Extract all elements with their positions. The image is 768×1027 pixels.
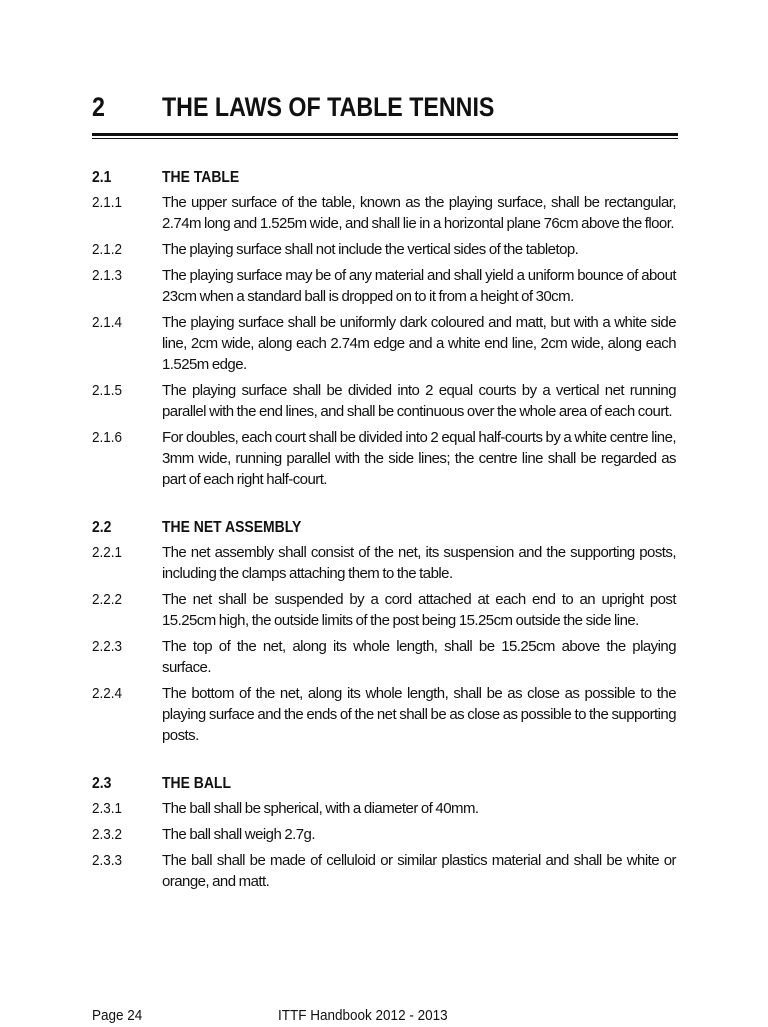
- section-heading: [92, 166, 676, 192]
- chapter-number: 2: [92, 92, 105, 122]
- chapter-header: [92, 92, 678, 128]
- section-heading: [92, 516, 676, 542]
- rule-text: The bottom of the net, along its whole length, shall be as close as possible to the playing surface and the ends of the net shall be as close as possible to the supporting posts.: [162, 685, 676, 744]
- page-number: Page 24: [92, 1007, 143, 1024]
- rule-item: [92, 312, 676, 375]
- rule-item: [92, 683, 676, 746]
- footer-title: ITTF Handbook 2012 - 2013: [278, 1007, 448, 1024]
- rule-number: 2.2.4: [92, 685, 123, 702]
- section-number: 2.2: [92, 519, 112, 536]
- rule-number: 2.1.2: [92, 241, 123, 258]
- rule-item: [92, 427, 676, 490]
- rule-item: [92, 589, 676, 631]
- rule-number: 2.3.1: [92, 800, 123, 817]
- section-title: THE NET ASSEMBLY: [162, 519, 302, 536]
- chapter-title: THE LAWS OF TABLE TENNIS: [162, 92, 495, 122]
- rule-number: 2.1.6: [92, 429, 123, 446]
- section-title: THE TABLE: [162, 169, 240, 186]
- rule-text: The playing surface may be of any material and shall yield a uniform bounce of about 23cm when a standard ball is dropped on to it from a height of 30cm.: [162, 267, 676, 305]
- rule-text: The playing surface shall be uniformly dark coloured and matt, but with a white side line, 2cm wide, along each 2.74m edge and a white end line, 2cm wide, along each 1.525m edge.: [162, 314, 676, 373]
- rule-text: The ball shall weigh 2.7g.: [162, 826, 315, 843]
- section-heading: [92, 772, 676, 798]
- header-rule-thin: [92, 138, 678, 139]
- section-number: 2.1: [92, 169, 112, 186]
- rule-number: 2.2.1: [92, 544, 123, 561]
- rule-text: The net assembly shall consist of the net, its suspension and the supporting posts, including the clamps attaching them to the table.: [162, 544, 676, 582]
- rule-item: [92, 239, 676, 260]
- content: [92, 166, 676, 918]
- rule-number: 2.2.2: [92, 591, 123, 608]
- rule-number: 2.3.2: [92, 826, 123, 843]
- rule-item: [92, 380, 676, 422]
- rule-text: The ball shall be spherical, with a diameter of 40mm.: [162, 800, 479, 817]
- section-number: 2.3: [92, 775, 112, 792]
- rule-text: The upper surface of the table, known as the playing surface, shall be rectangular, 2.74m long and 1.525m wide, and shall lie in a horizontal plane 76cm above the floor.: [162, 194, 676, 232]
- rule-item: [92, 850, 676, 892]
- rule-text: The top of the net, along its whole length, shall be 15.25cm above the playing surface.: [162, 638, 676, 676]
- rule-number: 2.2.3: [92, 638, 123, 655]
- section-title: THE BALL: [162, 775, 231, 792]
- rule-number: 2.3.3: [92, 852, 123, 869]
- rule-text: For doubles, each court shall be divided into 2 equal half-courts by a white centre line, 3mm wide, running parallel with the side lines; the centre line shall be regarded as part of each right half-court.: [162, 429, 676, 488]
- rule-text: The playing surface shall not include the vertical sides of the tabletop.: [162, 241, 579, 258]
- header-rule-thick: [92, 133, 678, 136]
- rule-number: 2.1.3: [92, 267, 123, 284]
- rule-item: [92, 542, 676, 584]
- rule-text: The playing surface shall be divided into 2 equal courts by a vertical net running parallel with the end lines, and shall be continuous over the whole area of each court.: [162, 382, 676, 420]
- rule-number: 2.1.4: [92, 314, 123, 331]
- page-footer: [0, 1007, 768, 1027]
- rule-number: 2.1.5: [92, 382, 123, 399]
- rule-text: The net shall be suspended by a cord attached at each end to an upright post 15.25cm high, the outside limits of the post being 15.25cm outside the side line.: [162, 591, 676, 629]
- rule-number: 2.1.1: [92, 194, 123, 211]
- rule-item: [92, 798, 676, 819]
- section-table: [92, 166, 676, 490]
- section-net-assembly: [92, 516, 676, 746]
- rule-text: The ball shall be made of celluloid or similar plastics material and shall be white or orange, and matt.: [162, 852, 676, 890]
- rule-item: [92, 824, 676, 845]
- rule-item: [92, 636, 676, 678]
- rule-item: [92, 192, 676, 234]
- rule-item: [92, 265, 676, 307]
- section-ball: [92, 772, 676, 892]
